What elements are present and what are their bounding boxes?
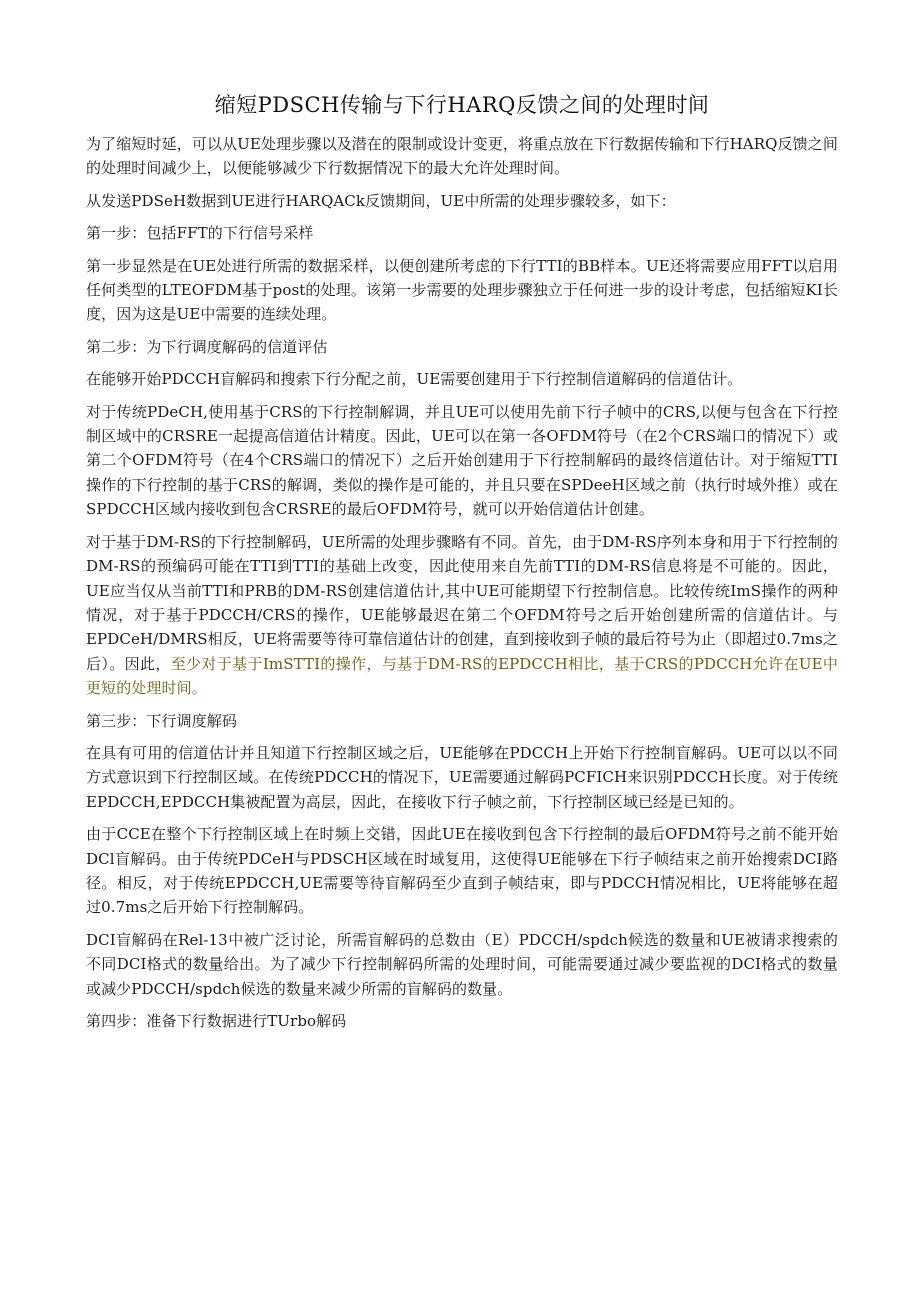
step-3-heading: 第三步：下行调度解码 bbox=[86, 711, 238, 730]
paragraph-dci-blind-decoding: DCI盲解码在Rel-13中被广泛讨论，所需盲解码的总数由（E）PDCCH/spdch候选的数量和UE被请求搜索的不同DCI格式的数量给出。为了减少下行控制解码所需的处理时间，可能需要通过减少要监视的DCI格式的数量或减少PDCCH/spdch候选的数量来减少所需的盲解码的数量。 bbox=[86, 930, 838, 998]
step-4-heading: 第四步：准备下行数据进行TUrbo解码 bbox=[86, 1012, 347, 1030]
paragraph-crs-demodulation: 对于传统PDeCH,使用基于CRS的下行控制解调，并且UE可以使用先前下行子帧中的CRS,以便与包含在下行控制区域中的CRSRE一起提高信道估计精度。因此，UE可以在第一各OFDM符号（在2个CRS端口的情况下）或第二个OFDM符号（在4个CRS端口的情况下）之后开始创建用于下行控制解码的最终信道估计。对于缩短TTI操作的下行控制的基于CRS的解调，类似的操作是可能的，并且只要在SPDeeH区域之前（执行时域外推）或在SPDCCH区域内接收到包含CRSRE的最后OFDM符号，就可以开始信道估计创建。 bbox=[86, 402, 838, 519]
document-body bbox=[86, 88, 838, 1041]
step-1-heading: 第一步：包括FFT的下行信号采样 bbox=[86, 224, 314, 243]
highlighted-conclusion: 至少对于基于ImSTTI的操作，与基于DM-RS的EPDCCH相比，基于CRS的PDCCH允许在UE中更短的处理时间。 bbox=[86, 654, 838, 698]
paragraph-intro: 为了缩短时延，可以从UE处理步骤以及潜在的限制或设计变更，将重点放在下行数据传输和下行HARQ反馈之间的处理时间减少上，以便能够减少下行数据情况下的最大允许处理时间。 bbox=[86, 135, 838, 178]
paragraph-step-3-control-region: 在具有可用的信道估计并且知道下行控制区域之后，UE能够在PDCCH上开始下行控制盲解码。UE可以以不同方式意识到下行控制区域。在传统PDCCH的情况下，UE需要通过解码PCFICH来识别PDCCH长度。对于传统EPDCCH,EPDCCH集被配置为高层，因此，在接收下行子帧之前，下行控制区域已经是已知的。 bbox=[86, 743, 838, 811]
document-title: 缩短PDSCH传输与下行HARQ反馈之间的处理时间 bbox=[214, 93, 710, 117]
paragraph-dmrs-decoding bbox=[86, 530, 838, 701]
step-2-heading: 第二步：为下行调度解码的信道评估 bbox=[86, 337, 328, 356]
paragraph-step-1: 第一步显然是在UE处进行所需的数据采样，以便创建所考虑的下行TTI的BB样本。UE还将需要应用FFT以启用任何类型的LTEOFDM基于post的处理。该第一步需要的处理步骤独立于任何进一步的设计考虑，包括缩短KI长度，因为这是UE中需要的连续处理。 bbox=[86, 256, 838, 324]
paragraph-overview: 从发送PDSeH数据到UE进行HARQACk反馈期间，UE中所需的处理步骤较多，如下： bbox=[86, 191, 676, 210]
paragraph-cce-interleaving: 由于CCE在整个下行控制区域上在时频上交错，因此UE在接收到包含下行控制的最后OFDM符号之前不能开始DCl盲解码。由于传统PDCeH与PDSCH区域在时域复用，这使得UE能够在下行子帧结束之前开始搜索DCI路径。相反，对于传统EPDCCH,UE需要等待盲解码至少直到子帧结束，即与PDCCH情况相比，UE将能够在超过0.7ms之后开始下行控制解码。 bbox=[86, 825, 838, 917]
paragraph-dmrs-text: 对于基于DM-RS的下行控制解码，UE所需的处理步骤略有不同。首先，由于DM-RS序列本身和用于下行控制的DM-RS的预编码可能在TTI到TTI的基础上改变，因此使用来自先前TTI的DM-RS信息将是不可能的。因此，UE应当仅从当前TTI和PRB的DM-RS创建信道估计,其中UE可能期望下行控制信息。比较传统ImS操作的两种情况，对于基于PDCCH/CRS的操作，UE能够最迟在第二个OFDM符号之后开始创建所需的信道估计。与EPDCeH/DMRS相反，UE将需要等待可靠信道估计的创建，直到接收到子帧的最后符号为止（即超过0.7ms之后）。因此， bbox=[86, 532, 838, 673]
paragraph-step-2-intro: 在能够开始PDCCH盲解码和搜索下行分配之前，UE需要创建用于下行控制信道解码的信道估计。 bbox=[86, 370, 743, 389]
